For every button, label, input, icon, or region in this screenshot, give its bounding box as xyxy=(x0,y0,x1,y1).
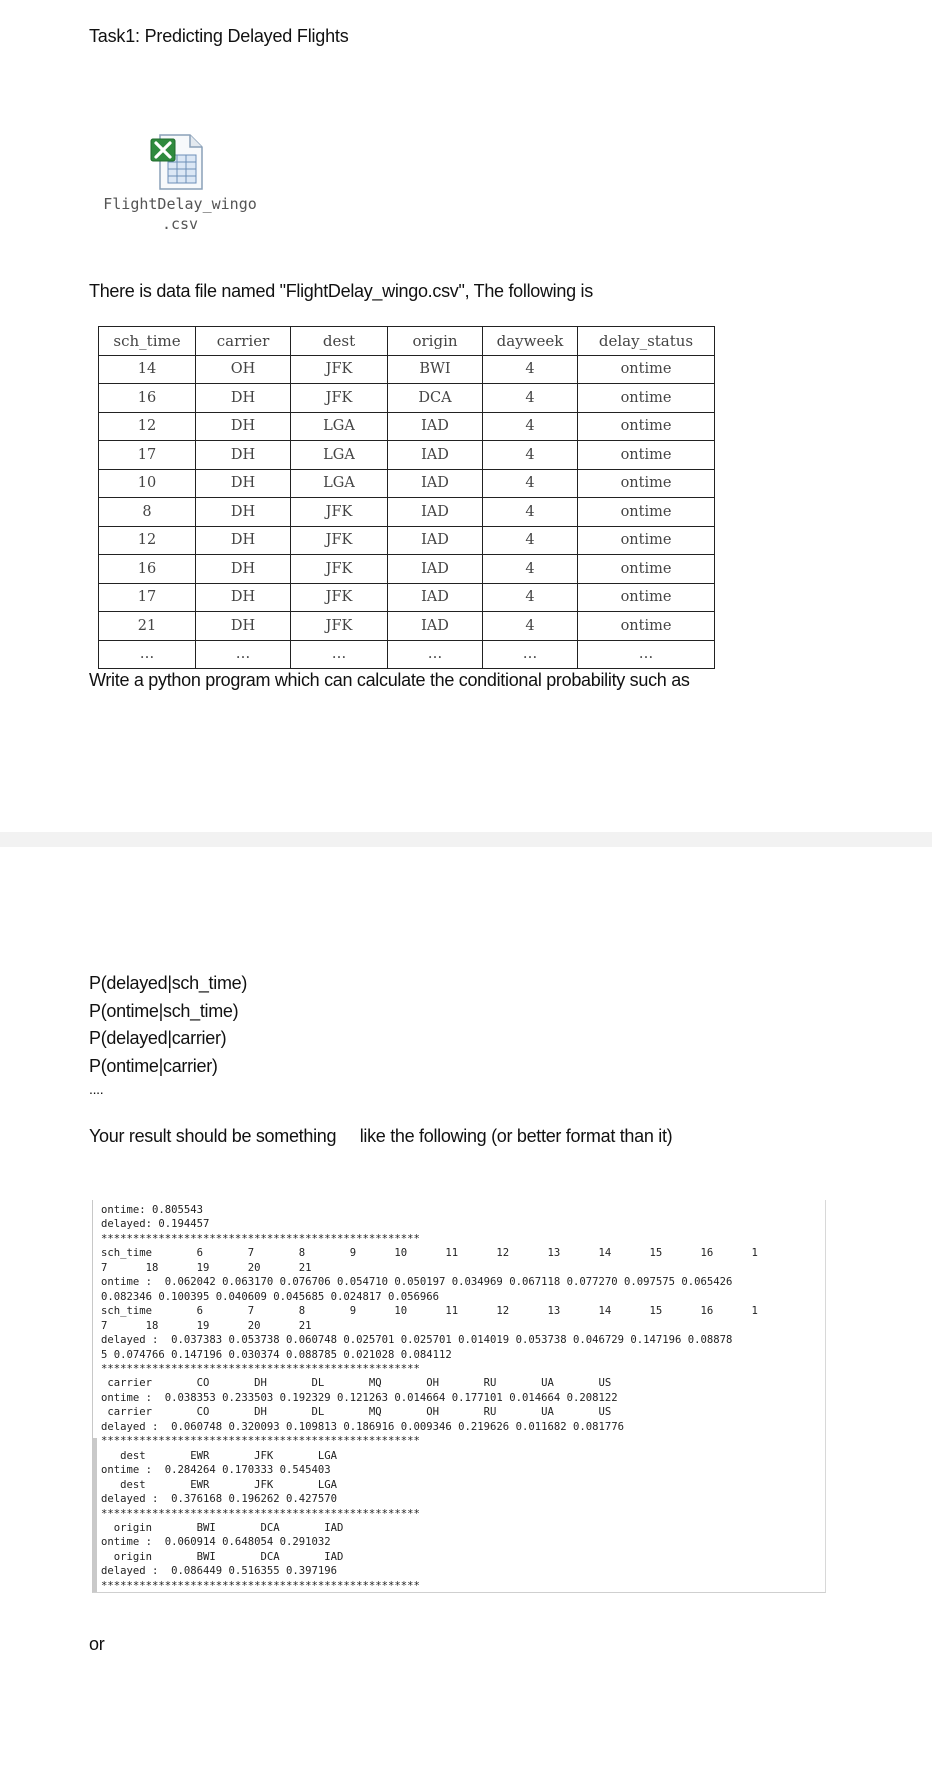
table-row xyxy=(99,441,715,470)
column-header: dayweek xyxy=(483,327,578,356)
table-cell: 12 xyxy=(99,412,196,441)
table-cell: IAD xyxy=(388,498,483,527)
table-cell: DH xyxy=(196,555,291,584)
table-cell: IAD xyxy=(388,441,483,470)
probability-list xyxy=(89,970,247,1098)
console-line: ************************************************** xyxy=(101,1507,420,1520)
table-cell: DH xyxy=(196,498,291,527)
table-cell: IAD xyxy=(388,555,483,584)
console-line: origin BWI DCA IAD xyxy=(101,1521,344,1534)
table-cell: JFK xyxy=(291,355,388,384)
console-line: ************************************************** xyxy=(101,1362,420,1375)
console-line: ************************************************** xyxy=(101,1435,420,1448)
console-line: carrier CO DH DL MQ OH RU UA US xyxy=(101,1406,612,1419)
console-line: ontime : 0.060914 0.648054 0.291032 xyxy=(101,1536,331,1549)
table-cell: 8 xyxy=(99,498,196,527)
excel-file-icon[interactable] xyxy=(150,133,206,191)
table-cell: LGA xyxy=(291,412,388,441)
probability-item: .... xyxy=(89,1081,104,1097)
console-line: origin BWI DCA IAD xyxy=(101,1550,344,1563)
column-header: carrier xyxy=(196,327,291,356)
table-cell: ontime xyxy=(578,583,715,612)
console-line: delayed : 0.086449 0.516355 0.397196 xyxy=(101,1565,337,1578)
column-header: dest xyxy=(291,327,388,356)
console-line: delayed : 0.376168 0.196262 0.427570 xyxy=(101,1493,337,1506)
table-cell: ontime xyxy=(578,412,715,441)
table-cell: 12 xyxy=(99,526,196,555)
table-cell: ontime xyxy=(578,384,715,413)
table-cell: OH xyxy=(196,355,291,384)
column-header: origin xyxy=(388,327,483,356)
table-cell: DH xyxy=(196,583,291,612)
probability-item: P(ontime|sch_time) xyxy=(89,1000,239,1021)
table-cell: 4 xyxy=(483,441,578,470)
table-cell: … xyxy=(388,640,483,669)
result-paragraph: Your result should be something like the following (or better format than it) xyxy=(89,1126,673,1146)
console-line: ontime : 0.062042 0.063170 0.076706 0.054710 0.050197 0.034969 0.067118 0.077270 0.097575 0.065426 xyxy=(101,1276,733,1289)
attachment-filename[interactable] xyxy=(90,194,270,234)
page-break xyxy=(0,832,932,847)
column-header: sch_time xyxy=(99,327,196,356)
table-cell: IAD xyxy=(388,583,483,612)
table-cell: BWI xyxy=(388,355,483,384)
table-row xyxy=(99,526,715,555)
table-row xyxy=(99,469,715,498)
table-cell: 4 xyxy=(483,612,578,641)
flight-data-table xyxy=(98,326,715,669)
table-cell: IAD xyxy=(388,612,483,641)
table-cell: ontime xyxy=(578,441,715,470)
table-cell: IAD xyxy=(388,469,483,498)
table-cell: 4 xyxy=(483,384,578,413)
console-line: sch_time 6 7 8 9 10 11 12 13 14 15 16 1 xyxy=(101,1305,758,1318)
table-cell: LGA xyxy=(291,441,388,470)
table-cell: JFK xyxy=(291,583,388,612)
table-cell: 4 xyxy=(483,526,578,555)
table-row xyxy=(99,555,715,584)
attachment-filename-line1: FlightDelay_wingo xyxy=(103,195,257,213)
table-cell: ontime xyxy=(578,355,715,384)
table-cell: … xyxy=(99,640,196,669)
table-cell: … xyxy=(196,640,291,669)
console-line: dest EWR JFK LGA xyxy=(101,1449,337,1462)
probability-item: P(delayed|carrier) xyxy=(89,1028,227,1048)
table-cell: DH xyxy=(196,384,291,413)
table-row xyxy=(99,640,715,669)
table-cell: ontime xyxy=(578,555,715,584)
console-line: carrier CO DH DL MQ OH RU UA US xyxy=(101,1377,612,1390)
table-cell: DH xyxy=(196,612,291,641)
console-line: 5 0.074766 0.147196 0.030374 0.088785 0.021028 0.084112 xyxy=(101,1348,452,1361)
table-cell: 4 xyxy=(483,583,578,612)
table-cell: 17 xyxy=(99,441,196,470)
table-cell: DH xyxy=(196,469,291,498)
table-cell: DH xyxy=(196,441,291,470)
console-line: delayed : 0.060748 0.320093 0.109813 0.186916 0.009346 0.219626 0.011682 0.081776 xyxy=(101,1420,624,1433)
table-cell: JFK xyxy=(291,555,388,584)
table-row xyxy=(99,583,715,612)
table-cell: ontime xyxy=(578,612,715,641)
console-line: 0.082346 0.100395 0.040609 0.045685 0.024817 0.056966 xyxy=(101,1290,440,1303)
table-cell: … xyxy=(291,640,388,669)
table-header-row xyxy=(99,327,715,356)
table-cell: JFK xyxy=(291,526,388,555)
table-cell: 4 xyxy=(483,555,578,584)
table-cell: 10 xyxy=(99,469,196,498)
probability-item: P(ontime|carrier) xyxy=(89,1055,218,1076)
probability-item: P(delayed|sch_time) xyxy=(89,973,248,993)
table-body xyxy=(99,355,715,669)
table-cell: 4 xyxy=(483,469,578,498)
console-output-screenshot xyxy=(92,1200,826,1593)
console-line: ontime : 0.038353 0.233503 0.192329 0.121263 0.014664 0.177101 0.014664 0.208122 xyxy=(101,1391,618,1404)
table-row xyxy=(99,384,715,413)
console-output-text xyxy=(93,1200,825,1593)
table-cell: JFK xyxy=(291,612,388,641)
table-cell: 21 xyxy=(99,612,196,641)
closing-text: or xyxy=(89,1634,105,1654)
table-cell: DH xyxy=(196,412,291,441)
console-line: delayed: 0.194457 xyxy=(101,1218,210,1231)
console-line: ontime: 0.805543 xyxy=(101,1204,204,1216)
table-cell: ontime xyxy=(578,526,715,555)
table-row xyxy=(99,498,715,527)
table-cell: … xyxy=(578,640,715,669)
table-cell: 4 xyxy=(483,412,578,441)
table-cell: JFK xyxy=(291,498,388,527)
table-cell: DCA xyxy=(388,384,483,413)
table-cell: 4 xyxy=(483,498,578,527)
table-cell: … xyxy=(483,640,578,669)
console-line: 7 18 19 20 21 xyxy=(101,1261,312,1274)
table-cell: 17 xyxy=(99,583,196,612)
table-row xyxy=(99,412,715,441)
table-row xyxy=(99,612,715,641)
table-row xyxy=(99,355,715,384)
attachment-filename-line2: .csv xyxy=(161,215,199,233)
console-scrollbar xyxy=(93,1438,97,1592)
table-cell: 16 xyxy=(99,384,196,413)
console-line: sch_time 6 7 8 9 10 11 12 13 14 15 16 1 xyxy=(101,1247,758,1260)
table-cell: IAD xyxy=(388,526,483,555)
table-cell: ontime xyxy=(578,498,715,527)
console-line: delayed : 0.037383 0.053738 0.060748 0.025701 0.025701 0.014019 0.053738 0.046729 0.147196 0.08878 xyxy=(101,1334,733,1347)
table-cell: IAD xyxy=(388,412,483,441)
table-cell: 14 xyxy=(99,355,196,384)
table-cell: LGA xyxy=(291,469,388,498)
table-cell: JFK xyxy=(291,384,388,413)
page-title: Task1: Predicting Delayed Flights xyxy=(89,26,349,46)
console-line: ontime : 0.284264 0.170333 0.545403 xyxy=(101,1464,331,1477)
task-paragraph: Write a python program which can calculate the conditional probability such as xyxy=(89,670,690,690)
table-cell: DH xyxy=(196,526,291,555)
intro-paragraph: There is data file named "FlightDelay_wingo.csv", The following is xyxy=(89,281,593,301)
console-line: 7 18 19 20 21 xyxy=(101,1319,312,1332)
table-cell: 16 xyxy=(99,555,196,584)
console-line: ************************************************** xyxy=(101,1232,420,1245)
table-cell: 4 xyxy=(483,355,578,384)
table-cell: ontime xyxy=(578,469,715,498)
console-line: ************************************************** xyxy=(101,1579,420,1592)
console-line: dest EWR JFK LGA xyxy=(101,1478,337,1491)
column-header: delay_status xyxy=(578,327,715,356)
page-1 xyxy=(0,0,932,832)
